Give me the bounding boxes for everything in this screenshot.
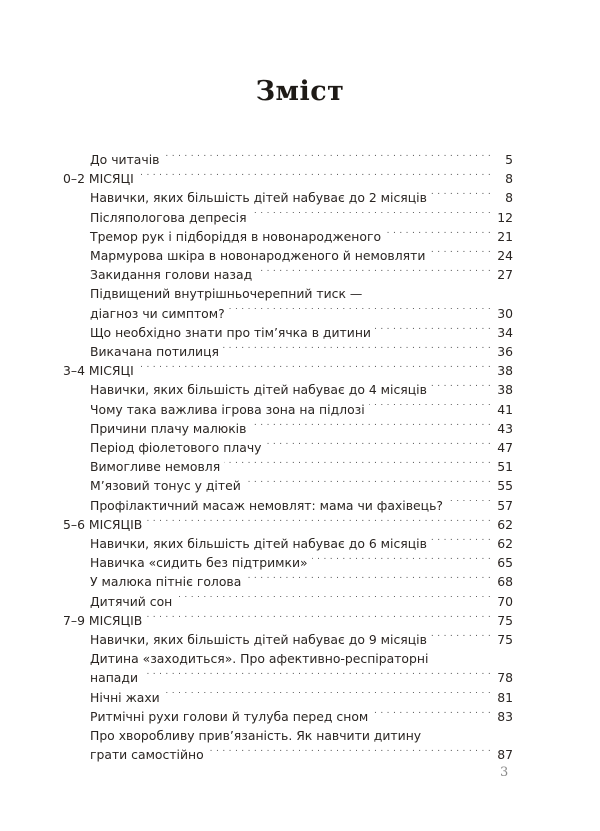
- toc-entry[interactable]: [63, 572, 513, 591]
- dot-leader: [431, 192, 491, 202]
- toc-entry-page: 51: [497, 459, 513, 475]
- toc-entry-title: Вимогливе немовля: [90, 459, 221, 475]
- dot-leader: [375, 327, 491, 337]
- toc-entry[interactable]: [63, 745, 513, 764]
- toc-entry-page: 55: [497, 478, 513, 494]
- toc-entry-title: 5–6 МІСЯЦІВ: [63, 516, 143, 532]
- toc-entry[interactable]: [63, 284, 513, 303]
- toc-entry-page: 47: [497, 440, 513, 456]
- dot-leader: [142, 672, 491, 682]
- toc-entry-page: 8: [505, 190, 513, 206]
- toc-entry[interactable]: [63, 380, 513, 399]
- toc-entry-title: Післяпологова депресія: [90, 209, 247, 225]
- toc-section-entry[interactable]: [63, 515, 513, 534]
- toc-entry-page: 65: [497, 555, 513, 571]
- toc-entry[interactable]: [63, 188, 513, 207]
- toc-entry[interactable]: [63, 688, 513, 707]
- toc-entry-page: 36: [497, 344, 513, 360]
- toc-entry-page: 5: [505, 152, 513, 167]
- toc-entry[interactable]: [63, 496, 513, 515]
- dot-leader: [245, 576, 491, 586]
- toc-entry-title: Закидання голови назад: [90, 267, 253, 283]
- toc-entry[interactable]: [63, 457, 513, 476]
- toc-entry-page: 30: [497, 305, 513, 321]
- toc-entry[interactable]: [63, 323, 513, 342]
- toc-entry-title: Нічні жахи: [90, 689, 160, 705]
- toc-section-entry[interactable]: [63, 611, 513, 630]
- toc-entry-title: Тремор рук і підборіддя в новонародженого: [90, 228, 382, 244]
- toc-entry-page: 87: [497, 747, 513, 763]
- toc-entry-title: напади: [90, 670, 139, 686]
- toc-entry-page: 70: [497, 593, 513, 609]
- toc-entry-title: Навичка «сидить без підтримки»: [90, 555, 308, 571]
- dot-leader: [224, 461, 491, 471]
- toc-entry[interactable]: [63, 553, 513, 572]
- toc-entry[interactable]: [63, 208, 513, 227]
- toc-entry-title: Профілактичний масаж немовлят: мама чи фахівець?: [90, 497, 443, 513]
- toc-entry-page: 75: [497, 632, 513, 648]
- page-number: 3: [500, 765, 509, 780]
- toc-entry-title: Мармурова шкіра в новонародженого й немовляти: [90, 248, 426, 264]
- toc-entry-page: 62: [497, 516, 513, 532]
- toc-entry[interactable]: [63, 476, 513, 495]
- toc-entry[interactable]: [63, 265, 513, 284]
- toc-entry-title: 3–4 МІСЯЦІ: [63, 363, 134, 379]
- toc-entry-title: Підвищений внутрішньочерепний тиск —: [90, 286, 363, 302]
- toc-entry-page: 34: [497, 324, 513, 340]
- toc-entry-page: 12: [497, 209, 513, 225]
- toc-entry-page: 38: [497, 363, 513, 379]
- dot-leader: [312, 557, 491, 567]
- dot-leader: [223, 346, 491, 356]
- toc-entry-page: 38: [497, 382, 513, 398]
- toc-entry-page: 62: [497, 536, 513, 552]
- toc-entry-page: 68: [497, 574, 513, 590]
- dot-leader: [176, 596, 491, 606]
- toc-entry[interactable]: [63, 592, 513, 611]
- dot-leader: [208, 749, 491, 759]
- dot-leader: [138, 173, 491, 183]
- toc-entry-page: 81: [497, 689, 513, 705]
- toc-section-entry[interactable]: [63, 361, 513, 380]
- dot-leader: [385, 231, 491, 241]
- dot-leader: [431, 384, 491, 394]
- toc-entry-page: 27: [497, 267, 513, 283]
- dot-leader: [138, 365, 491, 375]
- toc-section-entry[interactable]: [63, 169, 513, 188]
- toc-entry[interactable]: [63, 304, 513, 323]
- toc-entry[interactable]: [63, 419, 513, 438]
- dot-leader: [250, 423, 491, 433]
- toc-entry-title: Дитячий сон: [90, 593, 173, 609]
- toc-entry-title: Чому така важлива ігрова зона на підлозі: [90, 401, 365, 417]
- toc-entry[interactable]: [63, 227, 513, 246]
- toc-entry-page: 78: [497, 670, 513, 686]
- page-title: Зміст: [255, 76, 345, 108]
- toc-entry-title: Навички, яких більшість дітей набуває до 9 місяців: [90, 632, 427, 648]
- toc-entry-title: грати самостійно: [90, 747, 204, 763]
- dot-leader: [429, 250, 491, 260]
- toc-entry[interactable]: [63, 534, 513, 553]
- toc-entry-title: М’язовий тонус у дітей: [90, 478, 241, 494]
- table-of-contents: [63, 150, 513, 765]
- dot-leader: [369, 404, 491, 414]
- toc-entry-title: Навички, яких більшість дітей набуває до 6 місяців: [90, 536, 427, 552]
- toc-entry-title: Навички, яких більшість дітей набуває до 4 місяців: [90, 382, 427, 398]
- toc-entry[interactable]: [63, 438, 513, 457]
- dot-leader: [431, 634, 491, 644]
- toc-entry-title: 0–2 МІСЯЦІ: [63, 171, 134, 187]
- dot-leader: [245, 480, 491, 490]
- toc-entry-title: Ритмічні рухи голови й тулуба перед сном: [90, 708, 369, 724]
- toc-entry[interactable]: [63, 400, 513, 419]
- toc-entry-title: Причини плачу малюків: [90, 420, 247, 436]
- toc-entry-title: Дитина «заходиться». Про афективно-респіраторні: [90, 651, 429, 667]
- toc-entry-page: 83: [497, 708, 513, 724]
- toc-entry[interactable]: [63, 707, 513, 726]
- toc-entry-page: 57: [497, 497, 513, 513]
- toc-entry-title: 7–9 МІСЯЦІВ: [63, 612, 143, 628]
- dot-leader: [256, 269, 491, 279]
- dot-leader: [447, 500, 491, 510]
- toc-entry[interactable]: [63, 150, 513, 169]
- toc-entry-page: 43: [497, 420, 513, 436]
- dot-leader: [164, 692, 491, 702]
- toc-entry-title: Навички, яких більшість дітей набуває до 2 місяців: [90, 190, 427, 206]
- dot-leader: [431, 538, 491, 548]
- toc-entry-page: 21: [497, 228, 513, 244]
- toc-entry-title: У малюка пітніє голова: [90, 574, 242, 590]
- toc-entry[interactable]: [63, 649, 513, 668]
- dot-leader: [229, 308, 491, 318]
- toc-entry-title: Період фіолетового плачу: [90, 440, 262, 456]
- dot-leader: [146, 615, 491, 625]
- toc-entry-title: До читачів: [90, 152, 160, 167]
- toc-entry[interactable]: [63, 630, 513, 649]
- toc-entry-title: діагноз чи симптом?: [90, 305, 225, 321]
- dot-leader: [251, 212, 491, 222]
- dot-leader: [372, 711, 491, 721]
- dot-leader: [146, 519, 491, 529]
- toc-entry-page: 41: [497, 401, 513, 417]
- toc-entry-page: 24: [497, 248, 513, 264]
- dot-leader: [265, 442, 491, 452]
- toc-entry-title: Про хворобливу прив’язаність. Як навчити дитину: [90, 728, 422, 744]
- toc-entry-page: 75: [497, 612, 513, 628]
- toc-entry[interactable]: [63, 246, 513, 265]
- toc-entry[interactable]: [63, 342, 513, 361]
- dot-leader: [163, 154, 491, 164]
- toc-entry-page: 8: [505, 171, 513, 187]
- toc-entry[interactable]: [63, 726, 513, 745]
- toc-entry-title: Викачана потилиця: [90, 344, 219, 360]
- toc-entry-title: Що необхідно знати про тім’ячка в дитини: [90, 324, 371, 340]
- toc-entry[interactable]: [63, 668, 513, 687]
